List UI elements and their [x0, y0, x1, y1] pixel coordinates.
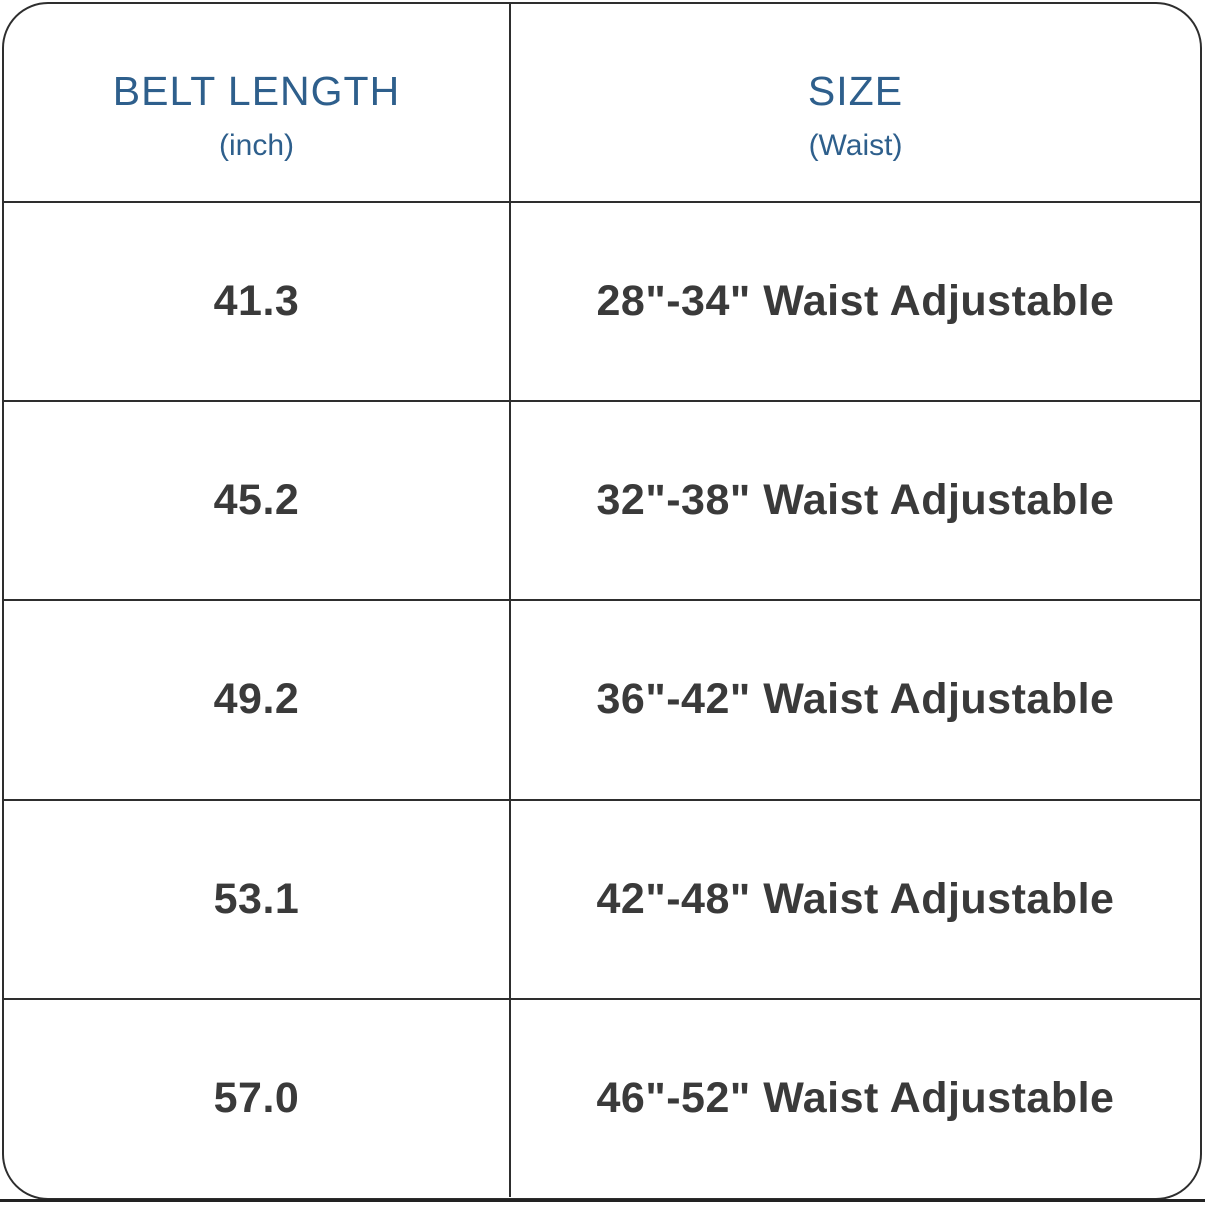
belt-length-cell — [4, 799, 511, 998]
belt-length-cell — [4, 998, 511, 1197]
size-title: SIZE — [807, 68, 904, 114]
size-table — [4, 4, 1200, 1198]
belt-length-cell — [4, 201, 511, 400]
belt-length-unit: (inch) — [218, 129, 294, 162]
belt-length-value: 45.2 — [213, 476, 300, 525]
size-cell — [511, 201, 1200, 400]
belt-length-value: 57.0 — [213, 1073, 300, 1122]
bottom-border-line — [0, 1199, 1205, 1202]
header-belt-length — [4, 4, 511, 201]
belt-length-value: 41.3 — [213, 277, 300, 326]
size-cell — [511, 400, 1200, 599]
size-value: 42"-48" Waist Adjustable — [596, 874, 1115, 923]
size-value: 28"-34" Waist Adjustable — [596, 277, 1115, 326]
size-chart-card — [2, 2, 1202, 1200]
size-cell — [511, 599, 1200, 798]
size-value: 32"-38" Waist Adjustable — [596, 476, 1115, 525]
size-value: 36"-42" Waist Adjustable — [596, 675, 1115, 724]
belt-length-cell — [4, 400, 511, 599]
size-cell — [511, 998, 1200, 1197]
belt-length-value: 53.1 — [213, 874, 300, 923]
belt-length-cell — [4, 599, 511, 798]
size-value: 46"-52" Waist Adjustable — [596, 1073, 1115, 1122]
size-cell — [511, 799, 1200, 998]
header-size — [511, 4, 1200, 201]
size-unit: (Waist) — [808, 129, 903, 162]
belt-length-title: BELT LENGTH — [112, 68, 401, 114]
belt-length-value: 49.2 — [213, 675, 300, 724]
